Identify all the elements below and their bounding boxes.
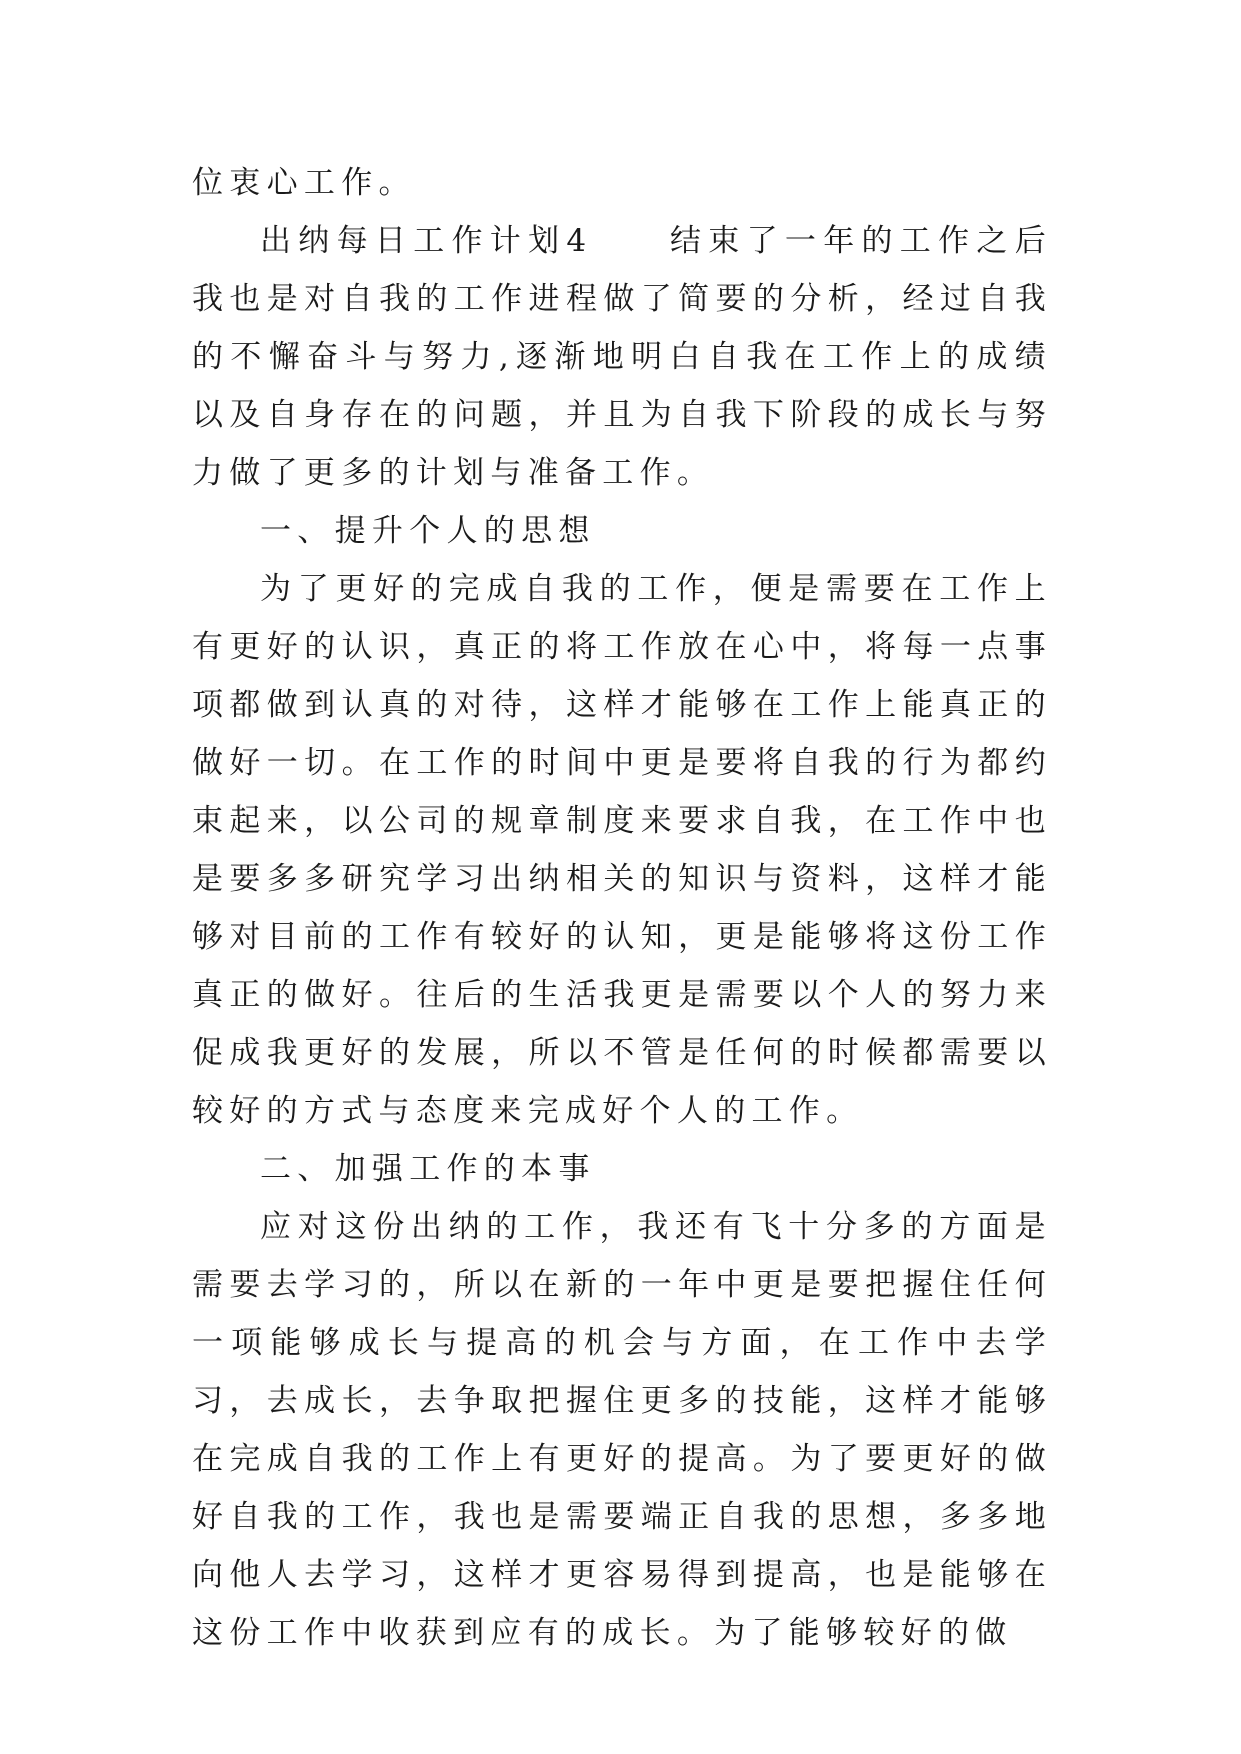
- section-heading-1: 一、提升个人的思想: [260, 513, 596, 549]
- paragraph-section-1: 为了更好的完成自我的工作，便是需要在工作上有更好的认识，真正的将工作放在心中，将每一点事项都做到认真的对待，这样才能够在工作上能真正的做好一切。在工作的时间中更是要将自我的行为都约束起来，以公司的规章制度来要求自我，在工作中也是要多多研究学习出纳相关的知识与资料，这样才能够对目前的工作有较好的认知，更是能够将这份工作真正的做好。往后的生活我更是需要以个人的努力来促成我更好的发展，所以不管是任何的时候都需要以较好的方式与态度来完成好个人的工作。: [192, 571, 1052, 1129]
- section-heading-2: 二、加强工作的本事: [260, 1151, 596, 1187]
- document-body: [192, 154, 1052, 1662]
- paragraph-section-2: 应对这份出纳的工作，我还有飞十分多的方面是需要去学习的，所以在新的一年中更是要把握住任何一项能够成长与提高的机会与方面，在工作中去学习，去成长，去争取把握住更多的技能，这样才能够在完成自我的工作上有更好的提高。为了要更好的做好自我的工作，我也是需要端正自我的思想，多多地向他人去学习，这样才更容易得到提高，也是能够在这份工作中收获到应有的成长。为了能够较好的做: [192, 1209, 1052, 1651]
- paragraph-continuation: 位衷心工作。: [192, 165, 416, 201]
- paragraph-intro: 出纳每日工作计划4 结束了一年的工作之后我也是对自我的工作进程做了简要的分析，经过自我的不懈奋斗与努力,逐渐地明白自我在工作上的成绩以及自身存在的问题，并且为自我下阶段的成长与努力做了更多的计划与准备工作。: [192, 223, 1052, 491]
